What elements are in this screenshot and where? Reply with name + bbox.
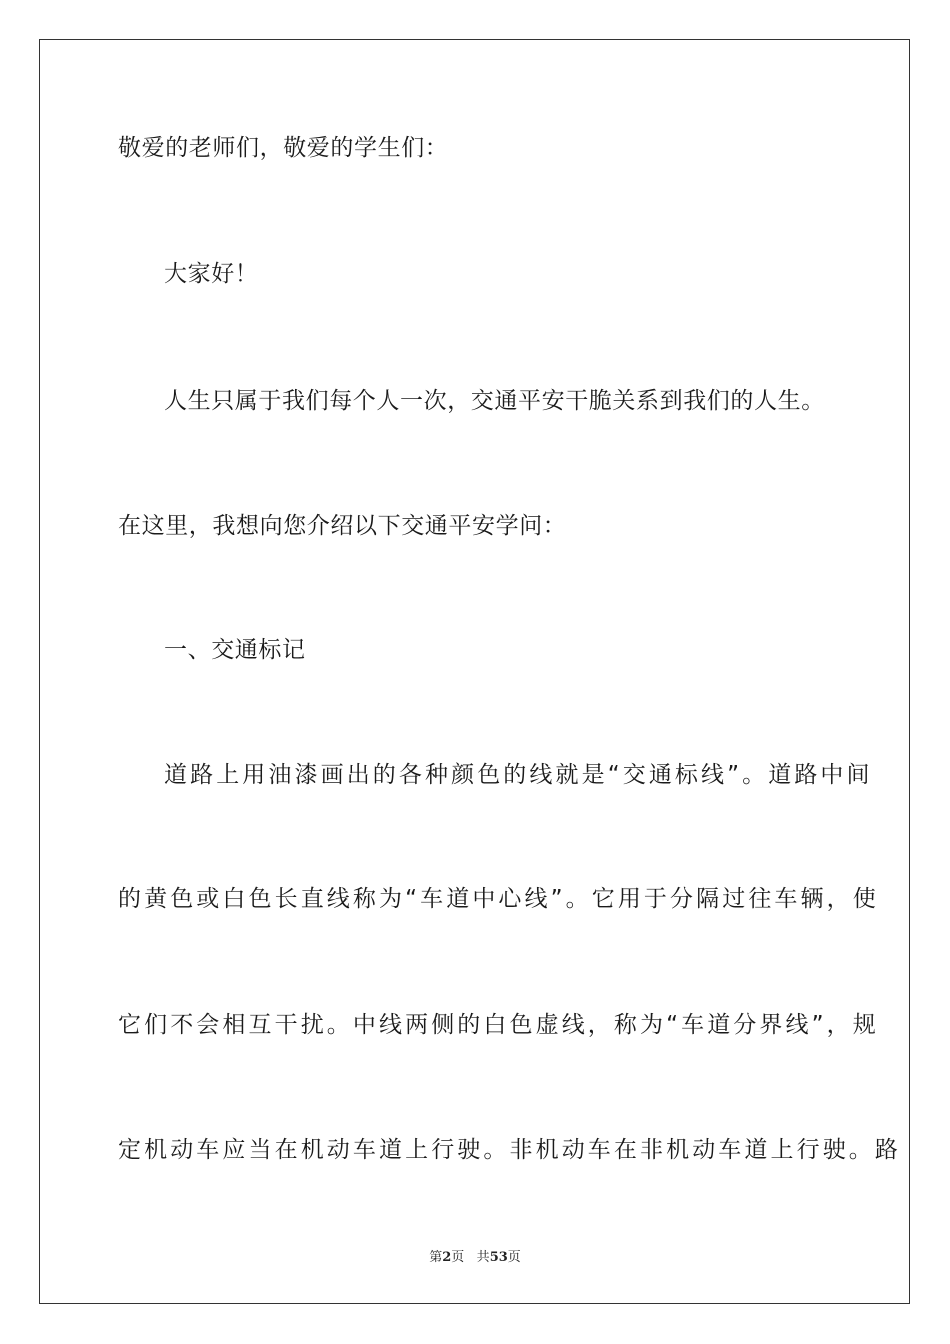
- paragraph-line-intro-continued: 在这里，我想向您介绍以下交通平安学问：: [118, 513, 567, 539]
- footer-total-prefix: 共: [476, 1250, 490, 1265]
- footer-page-suffix: 页: [451, 1250, 465, 1265]
- page-footer: [0, 1246, 950, 1265]
- paragraph-line-2: 的黄色或白色长直线称为“车道中心线”。它用于分隔过往车辆，使: [118, 886, 879, 912]
- paragraph-line-intro: 人生只属于我们每个人一次，交通平安干脆关系到我们的人生。: [164, 388, 825, 414]
- footer-total-suffix: 页: [507, 1250, 521, 1265]
- paragraph-line-4: 定机动车应当在机动车道上行驶。非机动车在非机动车道上行驶。路: [118, 1137, 901, 1163]
- footer-page-prefix: 第: [429, 1250, 443, 1265]
- greeting-line: 大家好！: [164, 261, 259, 287]
- salutation-line: 敬爱的老师们，敬爱的学生们：: [118, 135, 449, 161]
- paragraph-line-3: 它们不会相互干扰。中线两侧的白色虚线，称为“车道分界线”，规: [118, 1012, 879, 1038]
- footer-total-pages: 53: [489, 1250, 508, 1265]
- page-border: [39, 39, 910, 1304]
- section-heading: 一、交通标记: [164, 637, 306, 663]
- paragraph-line-1: 道路上用油漆画出的各种颜色的线就是“交通标线”。道路中间: [164, 762, 873, 788]
- footer-page-number: 2: [442, 1250, 452, 1265]
